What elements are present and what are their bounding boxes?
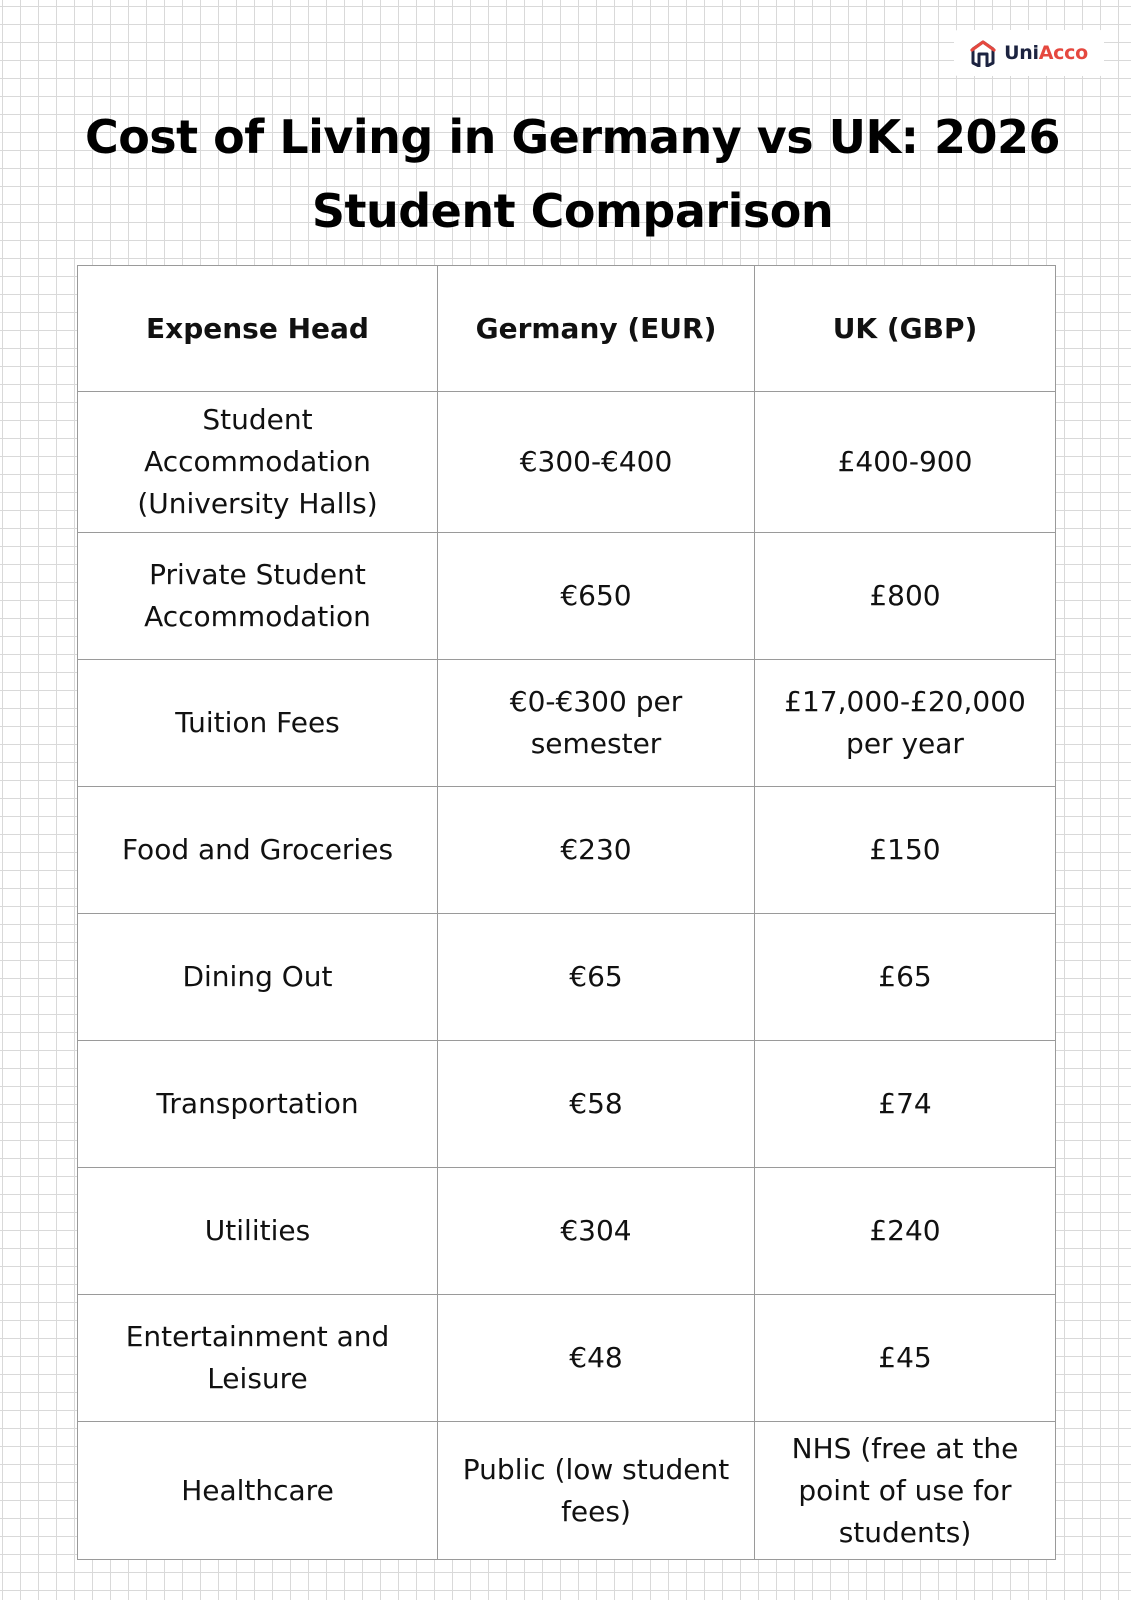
germany-cost-cell: €0-€300 per semester: [438, 660, 755, 787]
brand-name-part2: Acco: [1038, 42, 1088, 64]
table-row: [78, 533, 1056, 660]
germany-cost-cell: €58: [438, 1041, 755, 1168]
expense-cell: Tuition Fees: [78, 660, 438, 787]
uk-cost-cell: £17,000-£20,000 per year: [755, 660, 1056, 787]
germany-cost-cell: €65: [438, 914, 755, 1041]
germany-cost-cell: Public (low student fees): [438, 1422, 755, 1560]
table-row: [78, 787, 1056, 914]
table-row: [78, 1041, 1056, 1168]
uk-cost-cell: £150: [755, 787, 1056, 914]
expense-cell: Dining Out: [78, 914, 438, 1041]
table-row: [78, 914, 1056, 1041]
table-row: [78, 1168, 1056, 1295]
uk-cost-cell: £45: [755, 1295, 1056, 1422]
header-expense-head: Expense Head: [78, 266, 438, 392]
germany-cost-cell: €304: [438, 1168, 755, 1295]
header-germany: Germany (EUR): [438, 266, 755, 392]
germany-cost-cell: €230: [438, 787, 755, 914]
expense-cell: Entertainment and Leisure: [78, 1295, 438, 1422]
expense-cell: Utilities: [78, 1168, 438, 1295]
uniacco-house-logo-icon: [970, 39, 996, 67]
brand-name: [1004, 42, 1088, 64]
table-row: [78, 392, 1056, 533]
germany-cost-cell: €48: [438, 1295, 755, 1422]
germany-cost-cell: €650: [438, 533, 755, 660]
uk-cost-cell: £74: [755, 1041, 1056, 1168]
uk-cost-cell: NHS (free at the point of use for students): [755, 1422, 1056, 1560]
expense-cell: Student Accommodation (University Halls): [78, 392, 438, 533]
uk-cost-cell: £240: [755, 1168, 1056, 1295]
uk-cost-cell: £800: [755, 533, 1056, 660]
expense-cell: Private Student Accommodation: [78, 533, 438, 660]
uk-cost-cell: £400-900: [755, 392, 1056, 533]
expense-cell: Transportation: [78, 1041, 438, 1168]
page-title: Cost of Living in Germany vs UK: 2026 Student Comparison: [84, 110, 1061, 238]
expense-cell: Healthcare: [78, 1422, 438, 1560]
table-header-row: [78, 266, 1056, 392]
expense-cell: Food and Groceries: [78, 787, 438, 914]
germany-cost-cell: €300-€400: [438, 392, 755, 533]
cost-comparison-table: [77, 265, 1056, 1560]
table-row: [78, 1295, 1056, 1422]
brand-logo: [954, 30, 1104, 76]
table-row: [78, 660, 1056, 787]
uk-cost-cell: £65: [755, 914, 1056, 1041]
header-uk: UK (GBP): [755, 266, 1056, 392]
brand-name-part1: Uni: [1004, 42, 1039, 64]
table-row: [78, 1422, 1056, 1560]
